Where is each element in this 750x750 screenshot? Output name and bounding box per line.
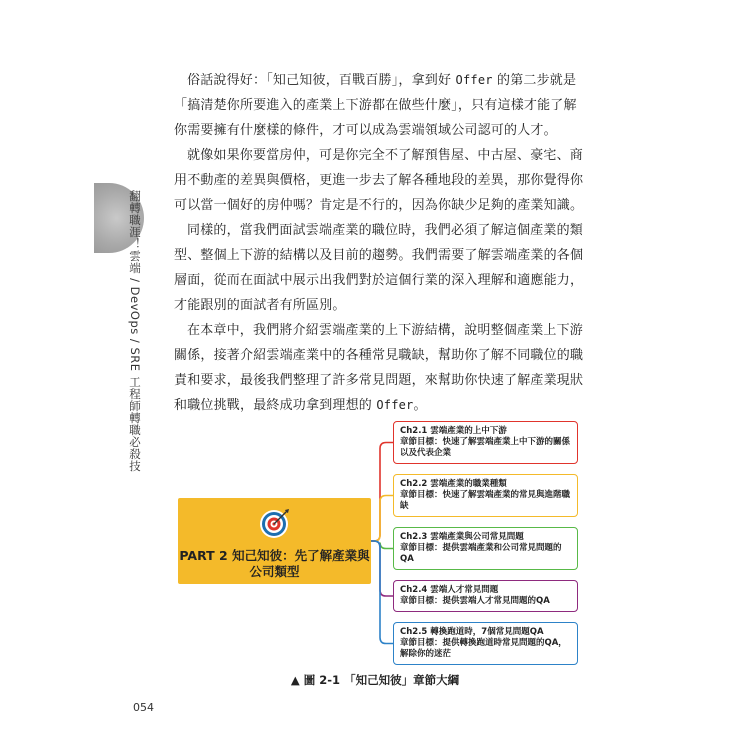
- book-title-vertical: 翻轉職涯！雲端 / DevOps / SRE 工程師轉職必殺技: [128, 190, 142, 472]
- chapter-node: [393, 474, 578, 517]
- part-title: PART 2 知己知彼：先了解產業與公司類型: [179, 548, 370, 579]
- chapter-node: [393, 580, 578, 612]
- paragraph: 在本章中，我們將介紹雲端產業的上下游結構，說明整個產業上下游關係，接著介紹雲端產業中的各種常見職缺，幫助你了解不同職位的職責和要求，最後我們整理了許多常見問題，來幫助你快速了解產業現狀和職位挑戰，最終成功拿到理想的 Offer。: [174, 323, 584, 413]
- connector-line: [371, 496, 393, 542]
- paragraph: 就像如果你要當房仲，可是你完全不了解預售屋、中古屋、豪宅、商用不動產的差異與價格，更進一步去了解各種地段的差異，那你覺得你可以當一個好的房仲嗎？肯定是不行的，因為你缺少足夠的產業知識。: [174, 148, 584, 213]
- connector-line: [371, 443, 393, 542]
- chapter-title: Ch2.4 雲端人才常見問題: [400, 585, 499, 595]
- chapter-node: [393, 421, 578, 464]
- connector-line: [371, 541, 393, 549]
- chapter-goal: 章節目標：快速了解雲端產業上中下游的關係以及代表企業: [400, 437, 571, 458]
- chapter-title: Ch2.5 轉換跑道時，7個常見問題QA: [400, 627, 544, 637]
- chapter-goal: 章節目標：提供雲端產業和公司常見問題的QA: [400, 543, 562, 564]
- chapter-title: Ch2.1 雲端產業的上中下游: [400, 426, 507, 436]
- connector-line: [371, 541, 393, 644]
- paragraph: 俗話說得好：「知己知彼，百戰百勝」，拿到好 Offer 的第二步就是「搞清楚你所要進入的產業上下游都在做些什麼」，只有這樣才能了解你需要擁有什麼樣的條件，才可以成為雲端領域公司認可的人才。: [174, 73, 577, 138]
- paragraph: 同樣的，當我們面試雲端產業的職位時，我們必須了解這個產業的類型、整個上下游的結構以及目前的趨勢。我們需要了解雲端產業的各個層面，從而在面試中展示出我們對於這個行業的深入理解和適應能力，才能跟別的面試者有所區別。: [174, 223, 584, 313]
- chapter-goal: 章節目標：提供雲端人才常見問題的QA: [400, 596, 550, 606]
- chapter-title: Ch2.2 雲端產業的職業種類: [400, 479, 507, 489]
- figure-caption: ▲ 圖 2-1 「知己知彼」章節大綱: [290, 673, 460, 687]
- target-icon: [259, 507, 291, 539]
- page-number: 054: [133, 701, 154, 714]
- chapter-title: Ch2.3 雲端產業與公司常見問題: [400, 532, 524, 542]
- chapter-node: [393, 527, 578, 570]
- part-central-node: [178, 498, 371, 584]
- chapter-goal: 章節目標：快速了解雲端產業的常見與進階職缺: [400, 490, 571, 511]
- chapter-node: [393, 622, 578, 665]
- chapter-goal: 章節目標：提供轉換跑道時常見問題的QA，解除你的迷茫: [400, 638, 567, 659]
- triangle-icon: ▲: [290, 673, 300, 687]
